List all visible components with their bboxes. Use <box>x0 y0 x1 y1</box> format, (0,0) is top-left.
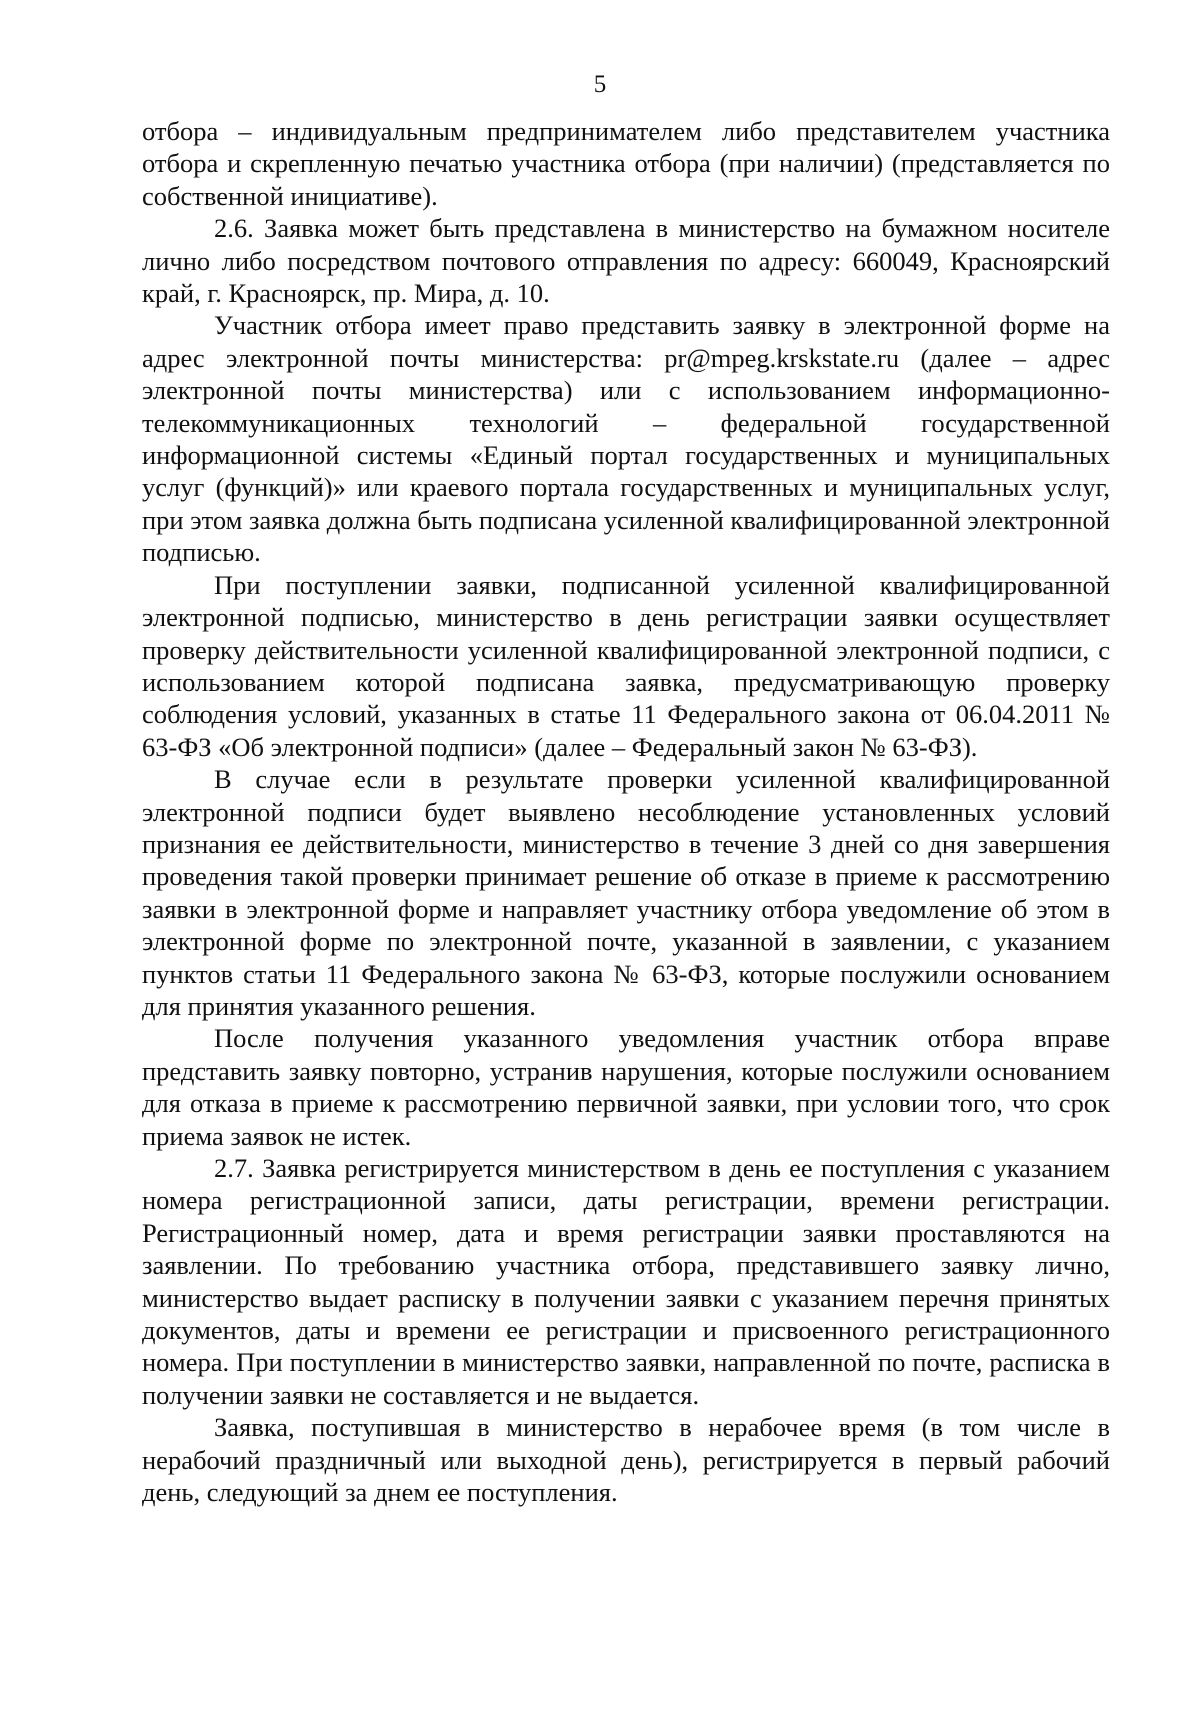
paragraph-2-6-submission-address: 2.6. Заявка может быть представлена в министерство на бумажном носителе лично либо посредством почтового отправления по адресу: 660049, Красноярский край, г. Красноярск, пр. Мира, д. 10. <box>142 213 1110 309</box>
paragraph-verification-failure: В случае если в результате проверки усиленной квалифицированной электронной подписи будет выявлено несоблюдение установленных условий признания ее действительности, министерство в течение 3 дней со дня завершения проведения такой проверки принимает решение об отказе в приеме к рассмотрению заявки в электронной форме и направляет участнику отбора уведомление об этом в электронной форме по электронной почте, указанной в заявлении, с указанием пунктов статьи 11 Федерального закона № 63-ФЗ, которые послужили основанием для принятия указанного решения. <box>142 764 1110 1021</box>
paragraph-signature-verification: При поступлении заявки, подписанной усиленной квалифицированной электронной подписью, министерство в день регистрации заявки осуществляет проверку действительности усиленной квалифицированной электронной подписи, с использованием которой подписана заявка, предусматривающую проверку соблюдения условий, указанных в статье 11 Федерального закона от 06.04.2011 № 63-ФЗ «Об электронной подписи» (далее – Федеральный закон № 63-ФЗ). <box>142 569 1110 762</box>
paragraph-electronic-submission: Участник отбора имеет право представить заявку в электронной форме на адрес электронной почты министерства: pr@mpeg.krskstate.ru (далее – адрес электронной почты министерства) или с использованием информационно-телекоммуникационных технологий – федеральной государственной информационной системы «Единый портал государственных и муниципальных услуг (функций)» или краевого портала государственных и муниципальных услуг, при этом заявка должна быть подписана усиленной квалифицированной электронной подписью. <box>142 310 1110 568</box>
paragraph-continuation: отбора – индивидуальным предпринимателем либо представителем участника отбора и скрепленную печатью участника отбора (при наличии) (представляется по собственной инициативе). <box>142 116 1110 211</box>
paragraph-resubmission: После получения указанного уведомления участник отбора вправе представить заявку повторно, устранив нарушения, которые послужили основанием для отказа в приеме к рассмотрению первичной заявки, при условии того, что срок приема заявок не истек. <box>142 1023 1110 1151</box>
paragraph-2-7-registration: 2.7. Заявка регистрируется министерством в день ее поступления с указанием номера регистрационной записи, даты регистрации, времени регистрации. Регистрационный номер, дата и время регистрации заявки проставляются на заявлении. По требованию участника отбора, представившего заявку лично, министерство выдает расписку в получении заявки с указанием перечня принятых документов, даты и времени ее регистрации и присвоенного регистрационного номера. При поступлении в министерство заявки, направленной по почте, расписка в получении заявки не составляется и не выдается. <box>142 1153 1110 1410</box>
paragraph-non-working-time: Заявка, поступившая в министерство в нерабочее время (в том числе в нерабочий праздничный или выходной день), регистрируется в первый рабочий день, следующий за днем ее поступления. <box>142 1412 1110 1508</box>
page-number: 5 <box>593 71 607 98</box>
document-body <box>142 115 1110 1508</box>
